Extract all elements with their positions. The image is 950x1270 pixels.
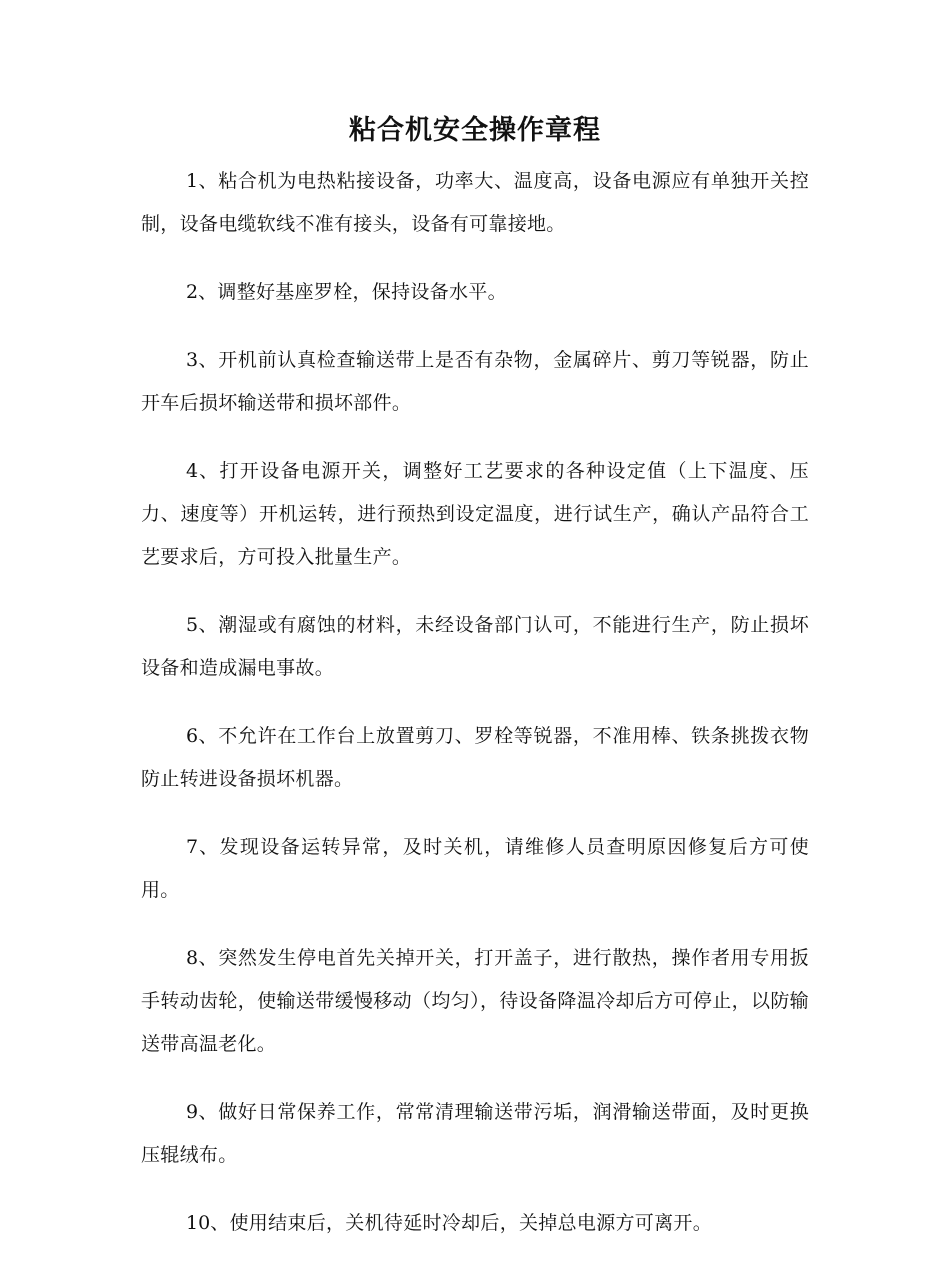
paragraph-1	[141, 160, 809, 246]
paragraph-text: 、潮湿或有腐蚀的材料，未经设备部门认可，不能进行生产，防止损坏设备和造成漏电事故。	[141, 614, 809, 679]
paragraph-text: 、不允许在工作台上放置剪刀、罗栓等锐器，不准用棒、铁条挑拨衣物防止转进设备损坏机器。	[141, 725, 809, 790]
paragraph-text: 、突然发生停电首先关掉开关，打开盖子，进行散热，操作者用专用扳手转动齿轮，使输送带缓慢移动（均匀），待设备降温冷却后方可停止，以防输送带高温老化。	[141, 947, 809, 1055]
paragraph-number: 6	[186, 725, 199, 747]
paragraph-text: 、做好日常保养工作，常常清理输送带污垢，润滑输送带面，及时更换压辊绒布。	[141, 1101, 809, 1166]
paragraph-number: 5	[186, 614, 199, 636]
paragraph-2	[141, 271, 809, 314]
document-body	[141, 160, 809, 1270]
paragraph-10	[141, 1202, 809, 1245]
document-title: 粘合机安全操作章程	[349, 115, 601, 146]
paragraph-text: 、粘合机为电热粘接设备，功率大、温度高，设备电源应有单独开关控制，设备电缆软线不准有接头，设备有可靠接地。	[141, 170, 809, 235]
paragraph-number: 8	[186, 947, 199, 969]
paragraph-text: 、发现设备运转异常，及时关机，请维修人员查明原因修复后方可使用。	[141, 836, 809, 901]
paragraph-7	[141, 826, 809, 912]
paragraph-number: 4	[186, 460, 199, 482]
paragraph-4	[141, 450, 809, 579]
paragraph-6	[141, 715, 809, 801]
paragraph-number: 7	[186, 836, 199, 858]
paragraph-3	[141, 339, 809, 425]
paragraph-number: 9	[186, 1101, 199, 1123]
paragraph-5	[141, 604, 809, 690]
paragraph-9	[141, 1091, 809, 1177]
paragraph-number: 1	[186, 170, 199, 192]
paragraph-text: 、开机前认真检查输送带上是否有杂物，金属碎片、剪刀等锐器，防止开车后损坏输送带和损坏部件。	[141, 349, 809, 414]
paragraph-number: 10	[186, 1212, 211, 1234]
paragraph-text: 、打开设备电源开关，调整好工艺要求的各种设定值（上下温度、压力、速度等）开机运转，进行预热到设定温度，进行试生产，确认产品符合工艺要求后，方可投入批量生产。	[141, 460, 809, 568]
paragraph-number: 3	[186, 349, 199, 371]
paragraph-text: 、使用结束后，关机待延时冷却后，关掉总电源方可离开。	[210, 1212, 712, 1234]
paragraph-number: 2	[186, 281, 199, 303]
paragraph-8	[141, 937, 809, 1066]
paragraph-text: 、调整好基座罗栓，保持设备水平。	[198, 281, 507, 303]
